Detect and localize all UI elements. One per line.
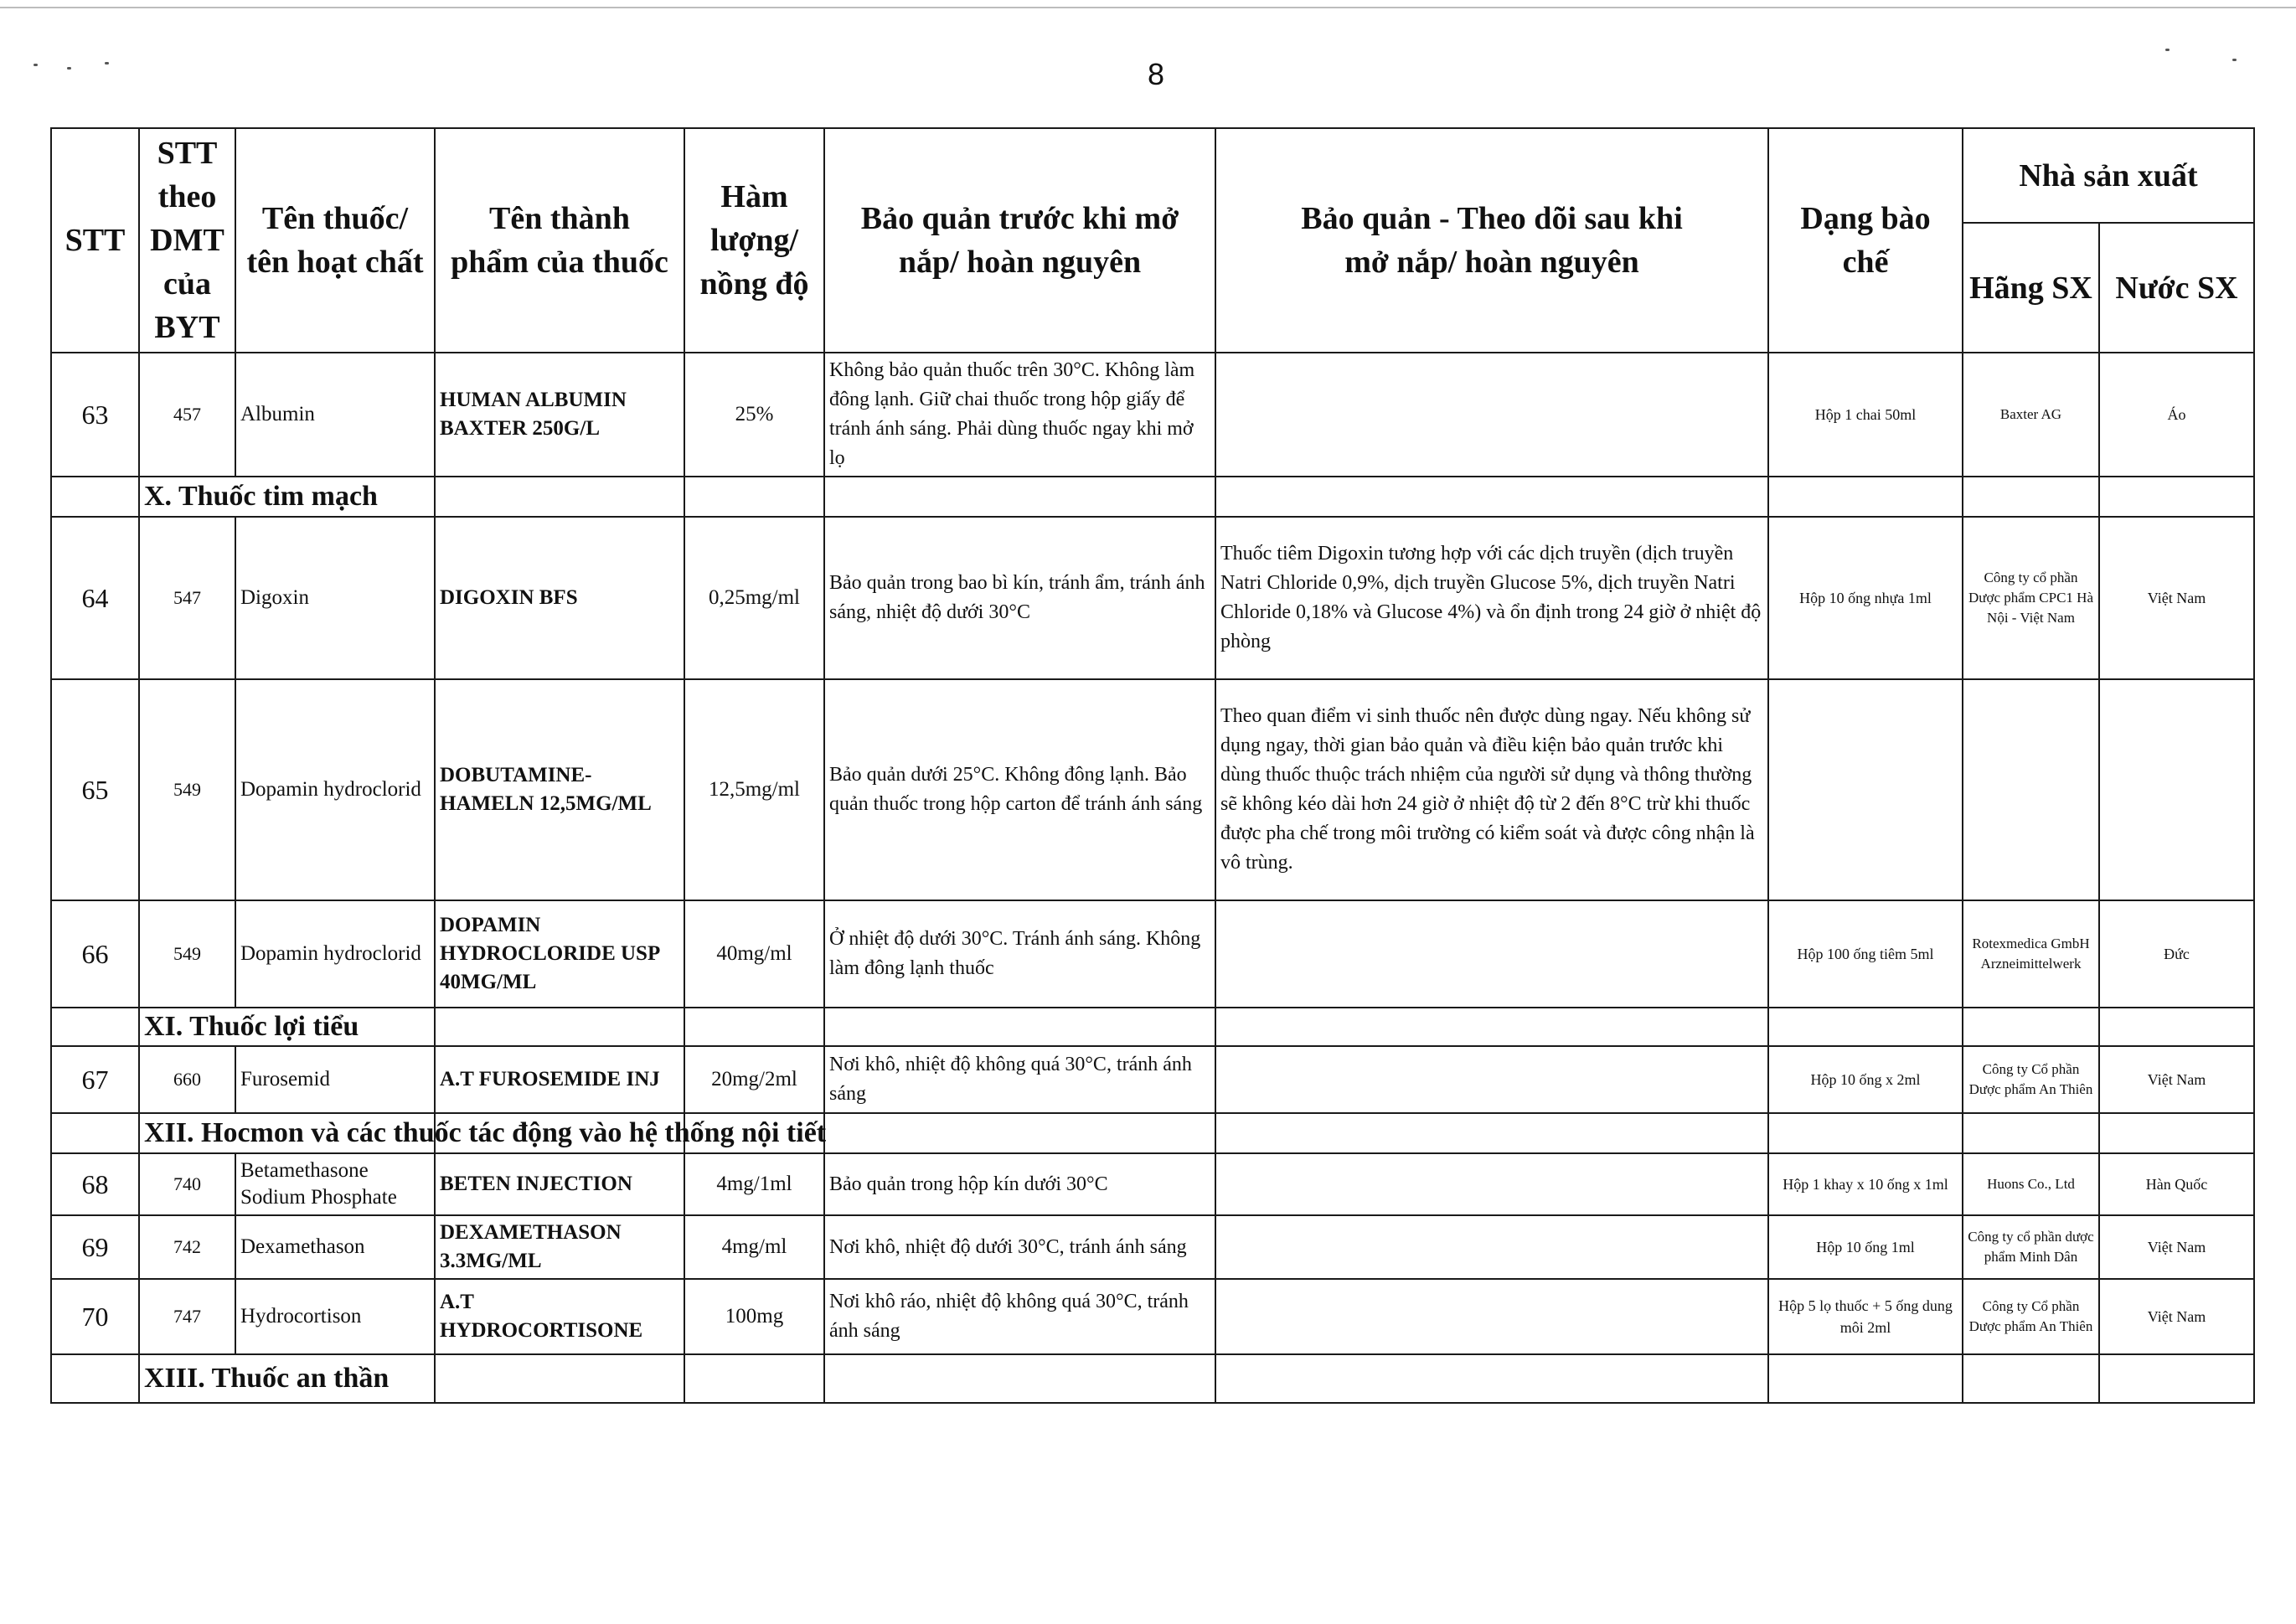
cell-dosage-form: Hộp 10 ống nhựa 1ml <box>1768 517 1963 679</box>
cell-country: Việt Nam <box>2099 1279 2254 1354</box>
cell-pre-storage: Ở nhiệt độ dưới 30°C. Tránh ánh sáng. Không làm đông lạnh thuốc <box>824 900 1215 1008</box>
header-concentration: Hàm lượng/ nồng độ <box>684 128 824 353</box>
section-title: XII. Hocmon và các thuốc tác động vào hệ thống nội tiết <box>139 1113 435 1153</box>
cell-country: Đức <box>2099 900 2254 1008</box>
scan-speck <box>2232 59 2237 61</box>
cell-conc: 20mg/2ml <box>684 1046 824 1113</box>
scan-edge-line <box>0 7 2296 8</box>
table-row <box>51 353 2254 477</box>
cell-dosage-form: Hộp 10 ống 1ml <box>1768 1215 1963 1279</box>
cell-country: Việt Nam <box>2099 517 2254 679</box>
cell-stt: 69 <box>51 1215 139 1279</box>
table-row <box>51 1153 2254 1215</box>
cell-active: Digoxin <box>235 517 435 679</box>
cell-byt: 549 <box>139 900 235 1008</box>
cell-dosage-form: Hộp 100 ống tiêm 5ml <box>1768 900 1963 1008</box>
cell-country: Việt Nam <box>2099 1046 2254 1113</box>
cell-pre-storage: Không bảo quản thuốc trên 30°C. Không làm đông lạnh. Giữ chai thuốc trong hộp giấy để tránh ánh sáng. Phải dùng thuốc ngay khi mở lọ <box>824 353 1215 477</box>
cell-conc: 4mg/1ml <box>684 1153 824 1215</box>
cell-product: BETEN INJECTION <box>435 1153 684 1215</box>
cell-dosage-form: Hộp 10 ống x 2ml <box>1768 1046 1963 1113</box>
cell-manufacturer: Công ty Cổ phần Dược phẩm An Thiên <box>1963 1279 2099 1354</box>
cell-byt: 747 <box>139 1279 235 1354</box>
cell-active: Dopamin hydroclorid <box>235 900 435 1008</box>
section-row <box>51 1354 2254 1403</box>
cell-dosage-form: Hộp 1 chai 50ml <box>1768 353 1963 477</box>
cell-stt: 66 <box>51 900 139 1008</box>
cell-manufacturer <box>1963 679 2099 900</box>
cell-byt: 660 <box>139 1046 235 1113</box>
cell-stt: 67 <box>51 1046 139 1113</box>
scan-speck <box>2165 49 2170 51</box>
cell-post-storage <box>1215 1279 1768 1354</box>
cell-byt: 742 <box>139 1215 235 1279</box>
cell-country: Hàn Quốc <box>2099 1153 2254 1215</box>
section-title: XI. Thuốc lợi tiểu <box>139 1008 435 1046</box>
cell-active: Albumin <box>235 353 435 477</box>
cell-country: Áo <box>2099 353 2254 477</box>
table-row <box>51 1046 2254 1113</box>
cell-manufacturer: Công ty cổ phần Dược phẩm CPC1 Hà Nội - Việt Nam <box>1963 517 2099 679</box>
cell-conc: 12,5mg/ml <box>684 679 824 900</box>
cell-active: Furosemid <box>235 1046 435 1113</box>
header-product-name: Tên thành phẩm của thuốc <box>435 128 684 353</box>
cell-manufacturer: Công ty cổ phần dược phẩm Minh Dân <box>1963 1215 2099 1279</box>
cell-post-storage <box>1215 1153 1768 1215</box>
cell-active: Dexamethason <box>235 1215 435 1279</box>
cell-post-storage <box>1215 1046 1768 1113</box>
cell-conc: 4mg/ml <box>684 1215 824 1279</box>
cell-conc: 40mg/ml <box>684 900 824 1008</box>
cell-product: DEXAMETHASON 3.3MG/ML <box>435 1215 684 1279</box>
cell-active: Dopamin hydroclorid <box>235 679 435 900</box>
cell-conc: 0,25mg/ml <box>684 517 824 679</box>
header-post-storage: Bảo quản - Theo dõi sau khi mở nắp/ hoàn nguyên <box>1215 128 1768 353</box>
scan-speck <box>105 62 109 64</box>
cell-product: DOPAMIN HYDROCLORIDE USP 40MG/ML <box>435 900 684 1008</box>
cell-country: Việt Nam <box>2099 1215 2254 1279</box>
cell-byt: 457 <box>139 353 235 477</box>
header-dosage-form: Dạng bào chế <box>1768 128 1963 353</box>
header-manufacturer-group: Nhà sản xuất <box>1963 128 2254 223</box>
section-row <box>51 1008 2254 1046</box>
cell-pre-storage: Nơi khô, nhiệt độ dưới 30°C, tránh ánh sáng <box>824 1215 1215 1279</box>
cell-active: Betamethasone Sodium Phosphate <box>235 1153 435 1215</box>
header-country: Nước SX <box>2099 223 2254 353</box>
table-row <box>51 517 2254 679</box>
cell-country <box>2099 679 2254 900</box>
table-row <box>51 679 2254 900</box>
section-row <box>51 477 2254 517</box>
cell-pre-storage: Nơi khô, nhiệt độ không quá 30°C, tránh ánh sáng <box>824 1046 1215 1113</box>
cell-product: A.T HYDROCORTISONE <box>435 1279 684 1354</box>
cell-stt: 65 <box>51 679 139 900</box>
cell-post-storage: Theo quan điểm vi sinh thuốc nên được dùng ngay. Nếu không sử dụng ngay, thời gian bảo quản và điều kiện bảo quản trước khi dùng thuốc thuộc trách nhiệm của người sử dụng và thông thường sẽ không kéo dài hơn 24 giờ ở nhiệt độ từ 2 đến 8°C trừ khi thuốc được pha chế trong môi trường có kiểm soát và được công nhận là vô trùng. <box>1215 679 1768 900</box>
scan-speck <box>34 64 38 66</box>
cell-dosage-form: Hộp 1 khay x 10 ống x 1ml <box>1768 1153 1963 1215</box>
cell-pre-storage: Bảo quản dưới 25°C. Không đông lạnh. Bảo quản thuốc trong hộp carton để tránh ánh sáng <box>824 679 1215 900</box>
cell-manufacturer: Công ty Cổ phần Dược phẩm An Thiên <box>1963 1046 2099 1113</box>
cell-dosage-form <box>1768 679 1963 900</box>
cell-product: A.T FUROSEMIDE INJ <box>435 1046 684 1113</box>
table-row <box>51 900 2254 1008</box>
scan-speck <box>67 67 71 70</box>
drug-storage-table <box>50 127 2255 1404</box>
cell-conc: 25% <box>684 353 824 477</box>
cell-byt: 740 <box>139 1153 235 1215</box>
page-number: 8 <box>1147 57 1165 91</box>
table-row <box>51 1215 2254 1279</box>
header-pre-storage: Bảo quản trước khi mở nắp/ hoàn nguyên <box>824 128 1215 353</box>
header-stt: STT <box>51 128 139 353</box>
cell-post-storage <box>1215 1215 1768 1279</box>
cell-manufacturer: Rotexmedica GmbH Arzneimittelwerk <box>1963 900 2099 1008</box>
cell-byt: 547 <box>139 517 235 679</box>
cell-post-storage <box>1215 900 1768 1008</box>
cell-stt: 70 <box>51 1279 139 1354</box>
header-manufacturer: Hãng SX <box>1963 223 2099 353</box>
section-row <box>51 1113 2254 1153</box>
cell-manufacturer: Huons Co., Ltd <box>1963 1153 2099 1215</box>
cell-dosage-form: Hộp 5 lọ thuốc + 5 ống dung môi 2ml <box>1768 1279 1963 1354</box>
header-stt-dmt: STT theo DMT của BYT <box>139 128 235 353</box>
cell-byt: 549 <box>139 679 235 900</box>
table-row <box>51 1279 2254 1354</box>
cell-pre-storage: Bảo quản trong hộp kín dưới 30°C <box>824 1153 1215 1215</box>
section-title: X. Thuốc tim mạch <box>139 477 435 517</box>
cell-product: DIGOXIN BFS <box>435 517 684 679</box>
cell-active: Hydrocortison <box>235 1279 435 1354</box>
cell-stt: 68 <box>51 1153 139 1215</box>
section-title: XIII. Thuốc an thần <box>139 1354 435 1403</box>
cell-post-storage: Thuốc tiêm Digoxin tương hợp với các dịch truyền (dịch truyền Natri Chloride 0,9%, dịch truyền Glucose 5%, dịch truyền Natri Chloride 0,18% và Glucose 4%) và ổn định trong 24 giờ ở nhiệt độ phòng <box>1215 517 1768 679</box>
cell-post-storage <box>1215 353 1768 477</box>
cell-stt: 63 <box>51 353 139 477</box>
cell-conc: 100mg <box>684 1279 824 1354</box>
cell-stt: 64 <box>51 517 139 679</box>
cell-product: HUMAN ALBUMIN BAXTER 250G/L <box>435 353 684 477</box>
cell-pre-storage: Nơi khô ráo, nhiệt độ không quá 30°C, tránh ánh sáng <box>824 1279 1215 1354</box>
cell-pre-storage: Bảo quản trong bao bì kín, tránh ẩm, tránh ánh sáng, nhiệt độ dưới 30°C <box>824 517 1215 679</box>
cell-manufacturer: Baxter AG <box>1963 353 2099 477</box>
cell-product: DOBUTAMINE-HAMELN 12,5MG/ML <box>435 679 684 900</box>
header-active-ingredient: Tên thuốc/ tên hoạt chất <box>235 128 435 353</box>
